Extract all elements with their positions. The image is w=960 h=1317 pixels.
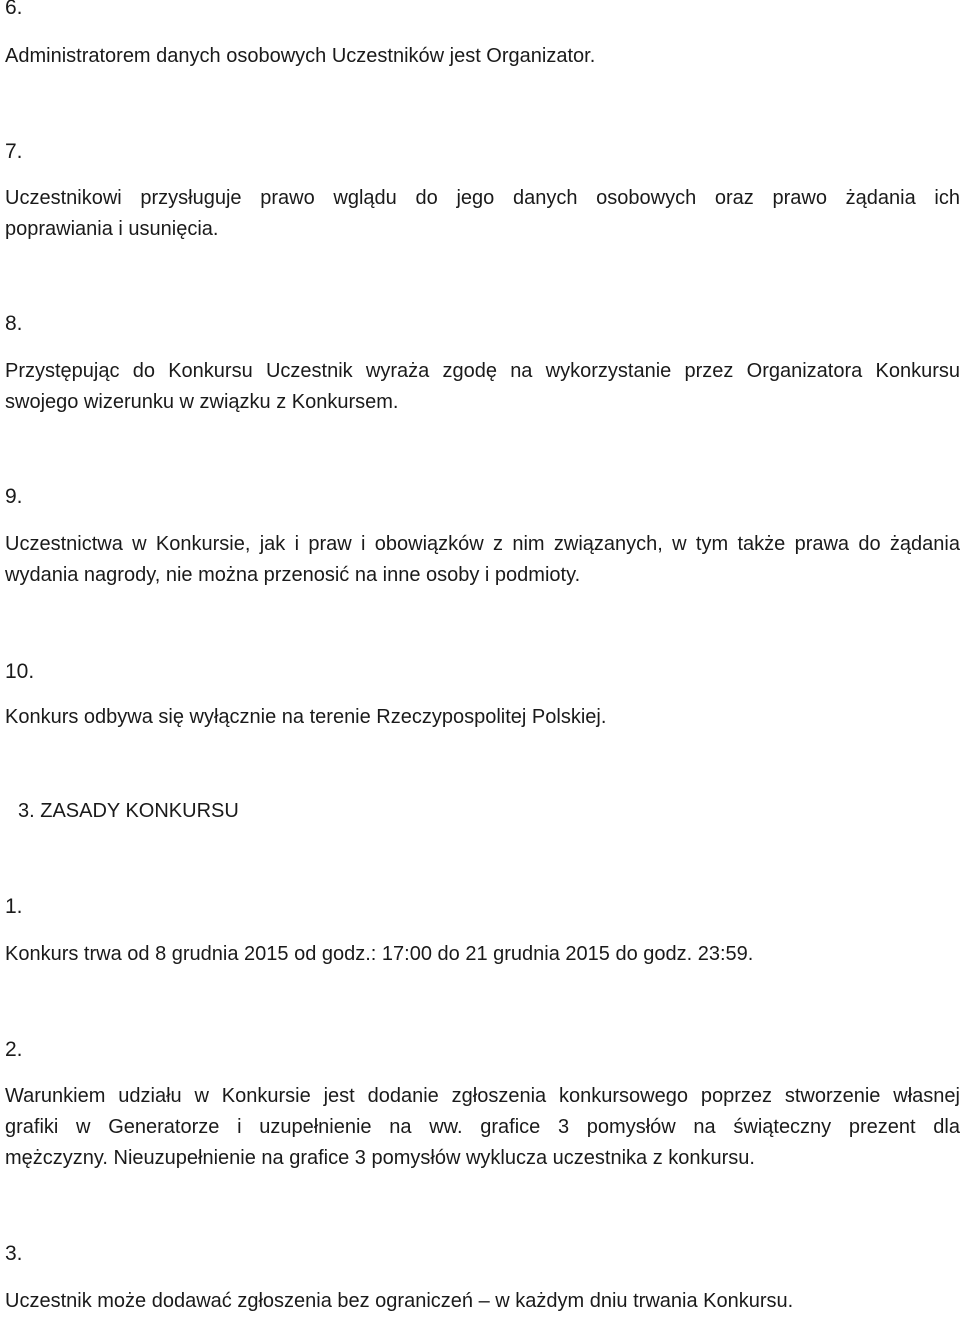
item-6-text: Administratorem danych osobowych Uczestników jest Organizator. <box>5 45 596 67</box>
section-item-1-text: Konkurs trwa od 8 grudnia 2015 od godz.: 17:00 do 21 grudnia 2015 do godz. 23:59. <box>5 943 754 965</box>
item-9-line-1: Uczestnictwa w Konkursie, jak i praw i obowiązków z nim związanych, w tym także prawa do żądania <box>5 533 960 555</box>
section-item-3-number: 3. <box>5 1242 23 1265</box>
section-item-2-line-2: grafiki w Generatorze i uzupełnienie na ww. grafice 3 pomysłów na świąteczny prezent dla <box>5 1116 960 1138</box>
item-9-text <box>5 529 960 591</box>
section-item-2-text <box>5 1081 960 1174</box>
item-8-text <box>5 356 960 418</box>
item-10-number: 10. <box>5 660 35 683</box>
section-item-2-number: 2. <box>5 1038 23 1061</box>
item-10-text: Konkurs odbywa się wyłącznie na terenie Rzeczypospolitej Polskiej. <box>5 706 607 728</box>
section-heading: 3. ZASADY KONKURSU <box>18 800 239 822</box>
item-8-line-1: Przystępując do Konkursu Uczestnik wyraża zgodę na wykorzystanie przez Organizatora Konkursu <box>5 360 960 382</box>
section-item-1-number: 1. <box>5 895 23 918</box>
item-8-number: 8. <box>5 312 23 335</box>
item-7-line-1: Uczestnikowi przysługuje prawo wglądu do jego danych osobowych oraz prawo żądania ich <box>5 187 960 209</box>
item-9-number: 9. <box>5 485 23 508</box>
section-item-3-text: Uczestnik może dodawać zgłoszenia bez ograniczeń – w każdym dniu trwania Konkursu. <box>5 1290 794 1312</box>
item-7-number: 7. <box>5 140 23 163</box>
item-8-line-2: swojego wizerunku w związku z Konkursem. <box>5 391 399 413</box>
item-6-number: 6. <box>5 0 23 19</box>
item-7-line-2: poprawiania i usunięcia. <box>5 218 219 240</box>
section-item-2-line-1: Warunkiem udziału w Konkursie jest dodanie zgłoszenia konkursowego poprzez stworzenie własnej <box>5 1085 960 1107</box>
item-7-text <box>5 183 960 245</box>
section-item-2-line-3: mężczyzny. Nieuzupełnienie na grafice 3 pomysłów wyklucza uczestnika z konkursu. <box>5 1147 755 1169</box>
item-9-line-2: wydania nagrody, nie można przenosić na inne osoby i podmioty. <box>5 564 581 586</box>
